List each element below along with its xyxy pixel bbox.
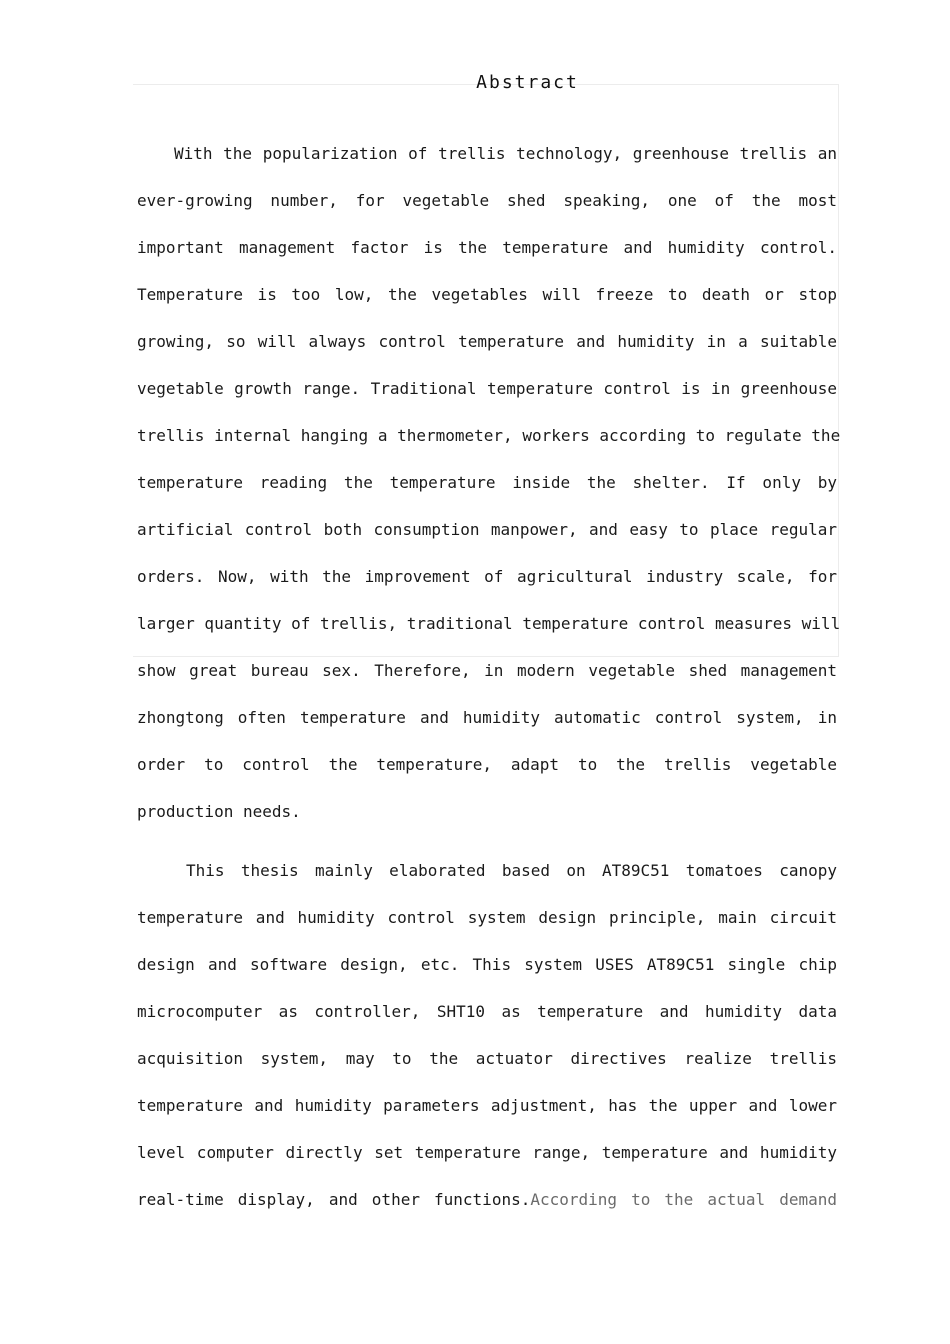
paragraph-1-line-4: Temperature is too low, the vegetables will freeze to death or stop	[137, 285, 837, 304]
abstract-title: Abstract	[476, 72, 579, 93]
paragraph-1-line-1: With the popularization of trellis technology, greenhouse trellis an	[174, 144, 837, 163]
paragraph-1-line-13: zhongtong often temperature and humidity automatic control system, in	[137, 708, 837, 727]
paragraph-2-line-8-continuation: According to the actual demand	[530, 1190, 837, 1209]
paragraph-2-line-7: level computer directly set temperature range, temperature and humidity	[137, 1143, 837, 1162]
paragraph-2-line-2: temperature and humidity control system design principle, main circuit	[137, 908, 837, 927]
paragraph-2-line-6: temperature and humidity parameters adjustment, has the upper and lower	[137, 1096, 837, 1115]
paragraph-1-line-11: larger quantity of trellis, traditional temperature control measures will	[137, 614, 841, 633]
paragraph-1-line-12: show great bureau sex. Therefore, in modern vegetable shed management	[137, 661, 837, 680]
paragraph-2-line-5: acquisition system, may to the actuator directives realize trellis	[137, 1049, 837, 1068]
paragraph-1-line-5: growing, so will always control temperature and humidity in a suitable	[137, 332, 837, 351]
paragraph-1-line-2: ever-growing number, for vegetable shed speaking, one of the most	[137, 191, 837, 210]
paragraph-1-line-7: trellis internal hanging a thermometer, workers according to regulate the	[137, 426, 841, 445]
paragraph-2-line-4: microcomputer as controller, SHT10 as temperature and humidity data	[137, 1002, 837, 1021]
paragraph-2-line-3: design and software design, etc. This system USES AT89C51 single chip	[137, 955, 837, 974]
paragraph-2-line-8	[137, 1190, 837, 1214]
paragraph-1-line-6: vegetable growth range. Traditional temperature control is in greenhouse	[137, 379, 837, 398]
paragraph-2-line-1: This thesis mainly elaborated based on AT89C51 tomatoes canopy	[186, 861, 837, 880]
paragraph-2-line-8-main: real-time display, and other functions.	[137, 1190, 531, 1209]
paragraph-1-line-15: production needs.	[137, 802, 301, 821]
paragraph-1-line-3: important management factor is the temperature and humidity control.	[137, 238, 837, 257]
paragraph-1-line-10: orders. Now, with the improvement of agricultural industry scale, for	[137, 567, 837, 586]
paragraph-1-line-14: order to control the temperature, adapt to the trellis vegetable	[137, 755, 837, 774]
paragraph-1-line-9: artificial control both consumption manpower, and easy to place regular	[137, 520, 837, 539]
paragraph-1-line-8: temperature reading the temperature inside the shelter. If only by	[137, 473, 837, 492]
